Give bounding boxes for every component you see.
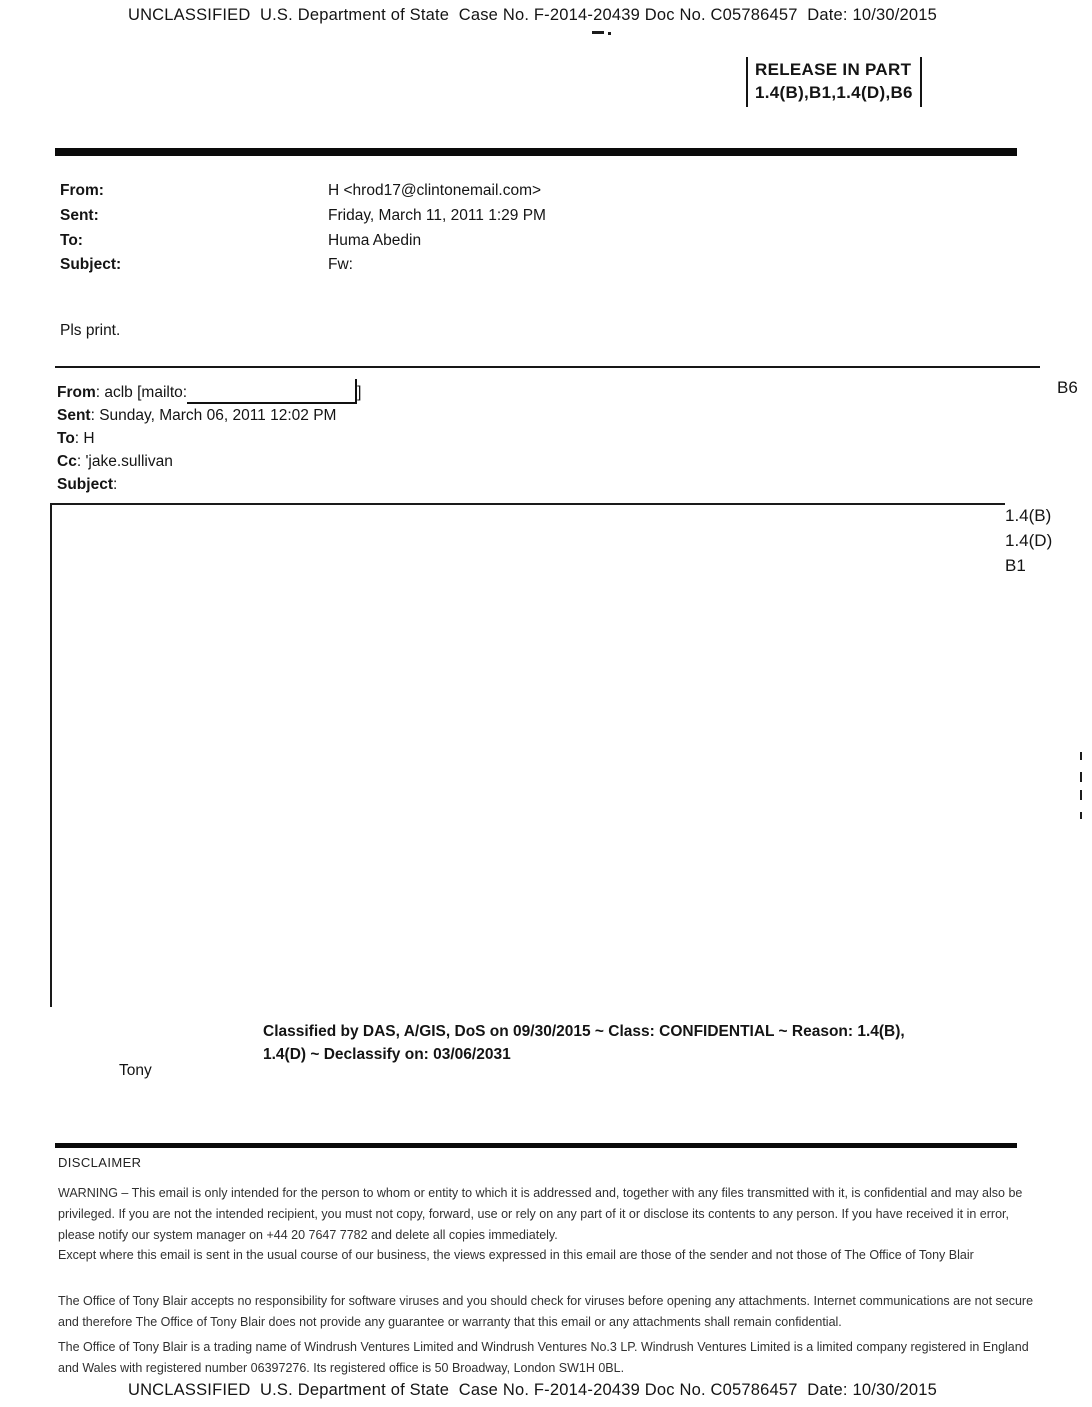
margin-code-b6: B6 — [1057, 378, 1078, 397]
header-divider-bar — [55, 148, 1017, 156]
email2-to-row — [57, 427, 361, 450]
email2-from-row — [57, 376, 361, 404]
email2-cc-row — [57, 450, 361, 473]
scan-noise-tick — [1080, 812, 1082, 819]
redaction-code-list — [1005, 503, 1052, 578]
disclaimer-title: DISCLAIMER — [58, 1155, 142, 1170]
email2-cc-label: Cc — [57, 453, 77, 470]
email-body-note: Pls print. — [60, 322, 121, 339]
classification-line1: Classified by DAS, A/GIS, DoS on 09/30/2015 ~ Class: CONFIDENTIAL ~ Reason: 1.4(B), — [263, 1023, 905, 1040]
redacted-content-box — [50, 503, 1005, 1007]
release-in-part-stamp — [746, 57, 922, 107]
page-footer-classification-line: UNCLASSIFIED U.S. Department of State Case No. F-2014-20439 Doc No. C05786457 Date: 10/30/2015 — [127, 1381, 938, 1399]
release-stamp-line1: RELEASE IN PART — [755, 60, 912, 79]
disclaimer-paragraph-views: Except where this email is sent in the usual course of our business, the views expressed in this email are those of the sender and not those of The Office of Tony Blair — [58, 1248, 974, 1262]
email2-from-value: : aclb [mailto: — [95, 384, 188, 401]
email1-to-row — [60, 228, 421, 253]
email2-cc-value: : 'jake.sullivan — [76, 453, 173, 470]
email1-from-row — [60, 178, 541, 203]
email2-subject-label: Subject — [57, 476, 113, 493]
email2-sent-row — [57, 404, 361, 427]
email2-from-label: From — [57, 384, 96, 401]
scan-noise-tick — [1080, 772, 1082, 782]
email2-sent-value: : Sunday, March 06, 2011 12:02 PM — [90, 407, 337, 424]
signature-tony: Tony — [119, 1062, 152, 1079]
classification-line2: 1.4(D) ~ Declassify on: 03/06/2031 — [263, 1046, 511, 1063]
email1-sent-label: Sent: — [60, 207, 99, 224]
email2-from-bracket: ] — [357, 384, 362, 401]
email1-from-value: H <hrod17@clintonemail.com> — [328, 182, 542, 199]
redaction-box-email-address — [187, 379, 357, 404]
disclaimer-paragraph-company: The Office of Tony Blair is a trading name of Windrush Ventures Limited and Windrush Ventures No.3 LP. Windrush Ventures Limited is a limited company registered in England and Wales with registered number 06397276. Its registered office is 50 Broadway, London SW1H 0BL. — [58, 1340, 1029, 1375]
scan-noise-tick — [1080, 790, 1082, 800]
email1-sent-value: Friday, March 11, 2011 1:29 PM — [328, 207, 546, 224]
email2-sent-label: Sent — [57, 407, 91, 424]
scan-noise-dot — [608, 32, 611, 35]
email1-to-label: To: — [60, 232, 83, 249]
email2-to-label: To — [57, 430, 75, 447]
email2-to-value: : H — [74, 430, 95, 447]
email1-to-value: Huma Abedin — [328, 232, 422, 249]
classification-note — [263, 1020, 1038, 1066]
scan-noise-tick — [1080, 752, 1082, 760]
redaction-code-14d: 1.4(D) — [1005, 531, 1053, 550]
email1-subject-row — [60, 252, 353, 277]
email2-header — [57, 376, 361, 496]
page-header-classification-line: UNCLASSIFIED U.S. Department of State Case No. F-2014-20439 Doc No. C05786457 Date: 10/30/2015 — [127, 6, 938, 24]
email1-subject-label: Subject: — [60, 256, 122, 273]
email1-sent-row — [60, 203, 546, 228]
disclaimer-paragraph-viruses: The Office of Tony Blair accepts no responsibility for software viruses and you should check for viruses before opening any attachments. Internet communications are not secure and therefore The Office of Tony Blair does not provide any guarantee or warranty that this email or any attachments shall remain confidential. — [58, 1294, 1034, 1329]
disclaimer-paragraph-warning: WARNING – This email is only intended for the person to whom or entity to which it is addressed and, together with any files transmitted with it, is confidential and may also be privileged. If you are not the intended recipient, you must not copy, forward, use or rely on any part of it or disclose its contents to any person. If you have received it in error, please notify our system manager on +44 20 7647 7782 and delete all copies immediately. — [58, 1186, 1023, 1242]
email1-subject-value: Fw: — [328, 256, 353, 273]
disclaimer-divider-bar — [55, 1143, 1017, 1148]
forwarded-message-divider — [55, 366, 1040, 368]
redaction-code-14b: 1.4(B) — [1005, 506, 1052, 525]
email2-subject-row — [57, 473, 361, 496]
email1-from-label: From: — [60, 182, 104, 199]
email2-subject-value: : — [112, 476, 118, 493]
scan-noise-dash — [592, 31, 604, 34]
redaction-code-b1: B1 — [1005, 556, 1026, 575]
release-stamp-line2: 1.4(B),B1,1.4(D),B6 — [755, 83, 913, 102]
